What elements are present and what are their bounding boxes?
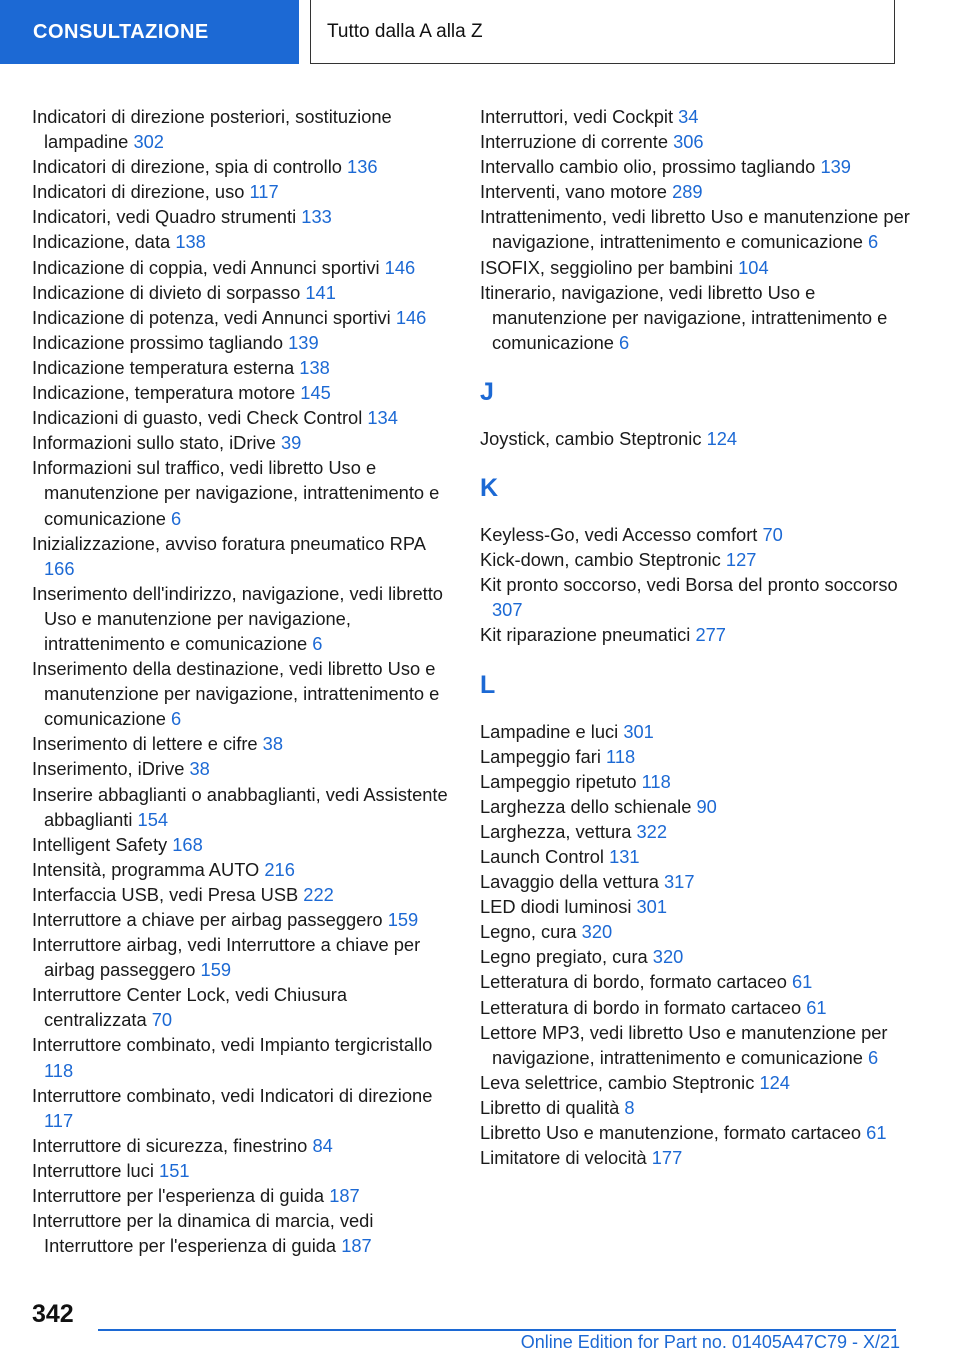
- index-entry-text: Indicazione, temperatura motore: [32, 382, 296, 404]
- index-entry: [480, 280, 910, 355]
- index-entry-text: Inserimento, iDrive: [32, 758, 185, 780]
- section-tab: [0, 0, 299, 64]
- index-entry: [32, 1158, 452, 1183]
- page-reference-link[interactable]: 151: [159, 1159, 190, 1181]
- page-reference-link[interactable]: 6: [868, 231, 879, 253]
- index-entry: [480, 129, 910, 154]
- index-entry: [480, 744, 910, 769]
- index-entry-text: Lavaggio della vettura: [480, 871, 659, 893]
- page-reference-link[interactable]: 168: [172, 833, 203, 855]
- index-entry: [32, 330, 452, 355]
- index-entry-text: Launch Control: [480, 845, 604, 867]
- page-reference-link[interactable]: 6: [171, 507, 182, 529]
- index-entry: [32, 355, 452, 380]
- index-entry-text: Lampadine e luci: [480, 720, 619, 742]
- index-entry-text: Interruzione di corrente: [480, 131, 668, 153]
- index-entry: [32, 405, 452, 430]
- index-entry: [32, 1208, 452, 1258]
- page-reference-link[interactable]: 133: [301, 206, 332, 228]
- index-entry-text: Joystick, cambio Steptronic: [480, 427, 702, 449]
- index-entry: [480, 919, 910, 944]
- index-entry: [32, 782, 452, 832]
- page-reference-link[interactable]: 154: [137, 808, 169, 830]
- page-reference-link[interactable]: 139: [820, 156, 851, 178]
- index-entry: [32, 832, 452, 857]
- index-entry: [480, 522, 910, 547]
- section-title: CONSULTAZIONE: [33, 20, 209, 43]
- index-group-k: [480, 522, 910, 647]
- index-entry-text: Indicazione di coppia, vedi Annunci sportivi: [32, 256, 380, 278]
- page-reference-link[interactable]: 139: [288, 331, 319, 353]
- index-entry-text: LED diodi luminosi: [480, 896, 632, 918]
- index-entry: [480, 794, 910, 819]
- page-reference-link[interactable]: 146: [384, 256, 416, 278]
- section-letter-j: J: [480, 377, 494, 406]
- page-reference-link[interactable]: 216: [264, 858, 295, 880]
- page-reference-link[interactable]: 6: [171, 708, 182, 730]
- index-entry: [480, 572, 910, 622]
- page-reference-link[interactable]: 187: [341, 1235, 372, 1257]
- index-entry-text: Libretto Uso e manutenzione, formato cartaceo: [480, 1122, 862, 1143]
- index-entry-text: Indicazione temperatura esterna: [32, 356, 295, 378]
- index-entry-text: Larghezza, vettura: [480, 820, 632, 842]
- index-entry-text: Informazioni sul traffico, vedi libretto Uso e manutenzione per navigazione, intrattenimento e comunicazione: [32, 457, 440, 529]
- index-entry: [32, 907, 452, 932]
- index-entry-text: Letteratura di bordo in formato cartaceo: [480, 996, 802, 1018]
- index-entry: [32, 1133, 452, 1158]
- index-entry-text: Lampeggio fari: [480, 745, 601, 767]
- index-entry: [480, 154, 910, 179]
- index-entry-text: Libretto di qualità: [480, 1096, 620, 1118]
- index-entry-text: Indicazione, data: [32, 231, 171, 253]
- index-entry-text: Indicatori, vedi Quadro strumenti: [32, 206, 297, 228]
- index-entry: [480, 769, 910, 794]
- index-entry-text: Interruttore airbag, vedi Interruttore a chiave per airbag passeggero: [32, 934, 421, 981]
- index-entry: [32, 1183, 452, 1208]
- page-reference-link[interactable]: 117: [249, 181, 279, 203]
- index-entry: [480, 894, 910, 919]
- index-entry-text: Legno, cura: [480, 921, 577, 943]
- index-entry-text: Inserire abbaglianti o anabbaglianti, vedi Assistente abbaglianti: [32, 783, 448, 830]
- page-reference-link[interactable]: 118: [641, 770, 671, 792]
- index-entry-text: Kit riparazione pneumatici: [480, 624, 691, 646]
- page-reference-link[interactable]: 145: [300, 382, 331, 404]
- page-reference-link[interactable]: 70: [762, 524, 783, 546]
- index-entry-text: Leva selettrice, cambio Steptronic: [480, 1071, 755, 1093]
- index-entry: [32, 255, 452, 280]
- index-entry-text: Interruttore luci: [32, 1159, 154, 1181]
- index-entry: [480, 1120, 910, 1145]
- page-reference-link[interactable]: 104: [738, 256, 769, 278]
- index-entry: [480, 622, 910, 647]
- page-reference-link[interactable]: 131: [609, 845, 640, 867]
- index-entry-text: Limitatore di velocità: [480, 1147, 647, 1169]
- index-entry: [32, 204, 452, 229]
- index-entry: [480, 255, 910, 280]
- page-reference-link[interactable]: 320: [652, 946, 684, 968]
- page-reference-link[interactable]: 136: [347, 156, 378, 178]
- index-entry-text: Interruttori, vedi Cockpit: [480, 106, 674, 127]
- page-reference-link[interactable]: 301: [623, 720, 654, 742]
- page-reference-link[interactable]: 317: [663, 871, 695, 893]
- page-reference-link[interactable]: 6: [619, 331, 630, 353]
- index-entry: [480, 969, 910, 994]
- page-reference-link[interactable]: 306: [673, 131, 704, 153]
- index-entry: [480, 944, 910, 969]
- index-entry: [480, 1095, 910, 1120]
- index-entry-text: Intelligent Safety: [32, 833, 168, 855]
- index-entry-text: ISOFIX, seggiolino per bambini: [480, 256, 734, 278]
- index-entry-text: Itinerario, navigazione, vedi libretto Uso e manutenzione per navigazione, intrattenimento e comunicazione: [480, 281, 888, 353]
- index-entry: [480, 719, 910, 744]
- page-reference-link[interactable]: 61: [806, 996, 827, 1018]
- index-entry: [480, 204, 910, 254]
- page-reference-link[interactable]: 124: [759, 1071, 790, 1093]
- index-entry-text: Interventi, vano motore: [480, 181, 667, 203]
- index-entry-text: Indicazioni di guasto, vedi Check Control: [32, 407, 363, 429]
- index-entry-text: Keyless-Go, vedi Accesso comfort: [480, 524, 758, 546]
- index-group-i: [480, 104, 910, 355]
- page-reference-link[interactable]: 322: [636, 820, 668, 842]
- page-reference-link[interactable]: 222: [303, 883, 334, 905]
- index-entry-text: Inserimento dell'indirizzo, navigazione, vedi libretto Uso e manutenzione per navigazione, intrattenimento e comunicazione: [32, 582, 443, 654]
- index-entry-text: Lettore MP3, vedi libretto Uso e manutenzione per navigazione, intrattenimento e comunicazione: [480, 1021, 888, 1068]
- page-reference-link[interactable]: 302: [133, 131, 164, 153]
- index-entry: [32, 731, 452, 756]
- page-reference-link[interactable]: 61: [866, 1122, 887, 1143]
- page-reference-link[interactable]: 84: [312, 1134, 333, 1156]
- page-reference-link[interactable]: 38: [189, 758, 210, 780]
- index-column-left: [32, 104, 452, 1258]
- index-entry-text: Indicatori di direzione posteriori, sostituzione lampadine: [32, 106, 392, 153]
- index-entry: [32, 1032, 452, 1082]
- index-entry-text: Interruttore combinato, vedi Indicatori di direzione: [32, 1084, 433, 1106]
- page-reference-link[interactable]: 141: [305, 281, 336, 303]
- index-entry: [480, 1145, 910, 1170]
- index-entry: [32, 531, 452, 581]
- index-entry: [480, 995, 910, 1020]
- page-reference-link[interactable]: 39: [280, 432, 302, 454]
- index-entry-text: Interruttore combinato, vedi Impianto tergicristallo: [32, 1034, 433, 1056]
- page-reference-link[interactable]: 118: [606, 745, 636, 767]
- index-entry-text: Inserimento della destinazione, vedi libretto Uso e manutenzione per navigazione, intrattenimento e comunicazione: [32, 658, 440, 730]
- index-entry: [480, 104, 910, 129]
- index-entry: [32, 656, 452, 731]
- page-reference-link[interactable]: 146: [395, 306, 427, 328]
- index-entry-text: Interfaccia USB, vedi Presa USB: [32, 883, 299, 905]
- page-reference-link[interactable]: 34: [678, 106, 699, 127]
- index-entry: [32, 280, 452, 305]
- page-reference-link[interactable]: 117: [44, 1109, 74, 1131]
- index-entry: [480, 426, 910, 451]
- index-entry-text: Inizializzazione, avviso foratura pneumatico RPA: [32, 532, 425, 554]
- index-entry-text: Interruttore per la dinamica di marcia, vedi Interruttore per l'esperienza di guida: [32, 1210, 374, 1257]
- index-entry-text: Kit pronto soccorso, vedi Borsa del pronto soccorso: [480, 574, 898, 596]
- footer-rule: [98, 1329, 896, 1331]
- page-reference-link[interactable]: 187: [329, 1185, 360, 1207]
- index-entry: [32, 430, 452, 455]
- index-entry: [32, 305, 452, 330]
- index-entry-text: Inserimento di lettere e cifre: [32, 733, 258, 755]
- index-entry: [480, 547, 910, 572]
- index-entry: [32, 756, 452, 781]
- page-reference-link[interactable]: 138: [299, 356, 330, 378]
- index-entry-text: Interruttore per l'esperienza di guida: [32, 1185, 325, 1207]
- index-entry-text: Indicazione di potenza, vedi Annunci sportivi: [32, 306, 391, 328]
- index-entry-text: Interruttore di sicurezza, finestrino: [32, 1134, 308, 1156]
- index-group-l: [480, 719, 910, 1171]
- page-reference-link[interactable]: 159: [387, 909, 419, 930]
- index-group-j: [480, 426, 910, 451]
- index-entry: [32, 154, 452, 179]
- index-entry: [32, 179, 452, 204]
- page-reference-link[interactable]: 138: [175, 231, 206, 253]
- footer-edition: Online Edition for Part no. 01405A47C79 - X/21: [520, 1332, 900, 1352]
- index-entry-text: Indicazione prossimo tagliando: [32, 331, 284, 353]
- page-reference-link[interactable]: 159: [200, 959, 232, 981]
- section-letter-l: L: [480, 670, 496, 699]
- index-entry: [32, 581, 452, 656]
- index-entry: [32, 882, 452, 907]
- index-entry-text: Lampeggio ripetuto: [480, 770, 637, 792]
- index-entry: [32, 104, 452, 154]
- index-entry-text: Letteratura di bordo, formato cartaceo: [480, 971, 787, 993]
- page-reference-link[interactable]: 177: [651, 1147, 683, 1169]
- page-reference-link[interactable]: 127: [725, 549, 757, 571]
- section-letter-k: K: [480, 474, 499, 503]
- page-reference-link[interactable]: 124: [706, 427, 738, 449]
- page-reference-link[interactable]: 320: [581, 921, 613, 943]
- page-title: Tutto dalla A alla Z: [327, 20, 483, 42]
- page-reference-link[interactable]: 134: [367, 407, 398, 429]
- index-entry: [480, 1020, 910, 1070]
- index-entry-text: Intensità, programma AUTO: [32, 858, 260, 880]
- index-entry: [480, 844, 910, 869]
- index-entry: [32, 932, 452, 982]
- page-number: 342: [32, 1300, 74, 1328]
- header-title-box: [310, 0, 895, 64]
- index-entry: [480, 819, 910, 844]
- index-entry: [32, 1083, 452, 1133]
- index-entry: [480, 1070, 910, 1095]
- index-entry: [480, 869, 910, 894]
- page-reference-link[interactable]: 118: [44, 1059, 74, 1081]
- page-reference-link[interactable]: 301: [636, 896, 668, 918]
- index-entry: [32, 455, 452, 530]
- page-reference-link[interactable]: 61: [791, 971, 813, 993]
- index-entry-text: Informazioni sullo stato, iDrive: [32, 432, 276, 454]
- index-entry-text: Indicatori di direzione, spia di controllo: [32, 156, 342, 178]
- index-entry-text: Larghezza dello schienale: [480, 795, 692, 817]
- index-entry-text: Indicazione di divieto di sorpasso: [32, 281, 301, 303]
- index-entry-text: Interruttore Center Lock, vedi Chiusura centralizzata: [32, 984, 347, 1031]
- index-entry: [32, 982, 452, 1032]
- page-reference-link[interactable]: 90: [696, 795, 717, 817]
- index-entry-text: Interruttore a chiave per airbag passeggero: [32, 909, 383, 930]
- page-reference-link[interactable]: 70: [151, 1009, 173, 1031]
- page-reference-link[interactable]: 277: [695, 624, 726, 646]
- page-reference-link[interactable]: 166: [44, 557, 75, 579]
- index-entry-text: Intervallo cambio olio, prossimo tagliando: [480, 156, 816, 178]
- index-entry-text: Intrattenimento, vedi libretto Uso e manutenzione per navigazione, intrattenimento e comunicazione: [480, 206, 910, 253]
- index-entry: [480, 179, 910, 204]
- page-reference-link[interactable]: 8: [624, 1096, 635, 1118]
- index-entry: [32, 857, 452, 882]
- index-column-right: [480, 104, 910, 1170]
- index-entry: [32, 380, 452, 405]
- index-entry-text: Legno pregiato, cura: [480, 946, 648, 968]
- page-reference-link[interactable]: 307: [492, 599, 523, 621]
- index-entry: [32, 229, 452, 254]
- page-reference-link[interactable]: 6: [312, 632, 323, 654]
- page-reference-link[interactable]: 289: [672, 181, 703, 203]
- index-entry-text: Indicatori di direzione, uso: [32, 181, 245, 203]
- index-entry-text: Kick-down, cambio Steptronic: [480, 549, 721, 571]
- page-reference-link[interactable]: 38: [262, 733, 284, 755]
- page-reference-link[interactable]: 6: [868, 1046, 879, 1068]
